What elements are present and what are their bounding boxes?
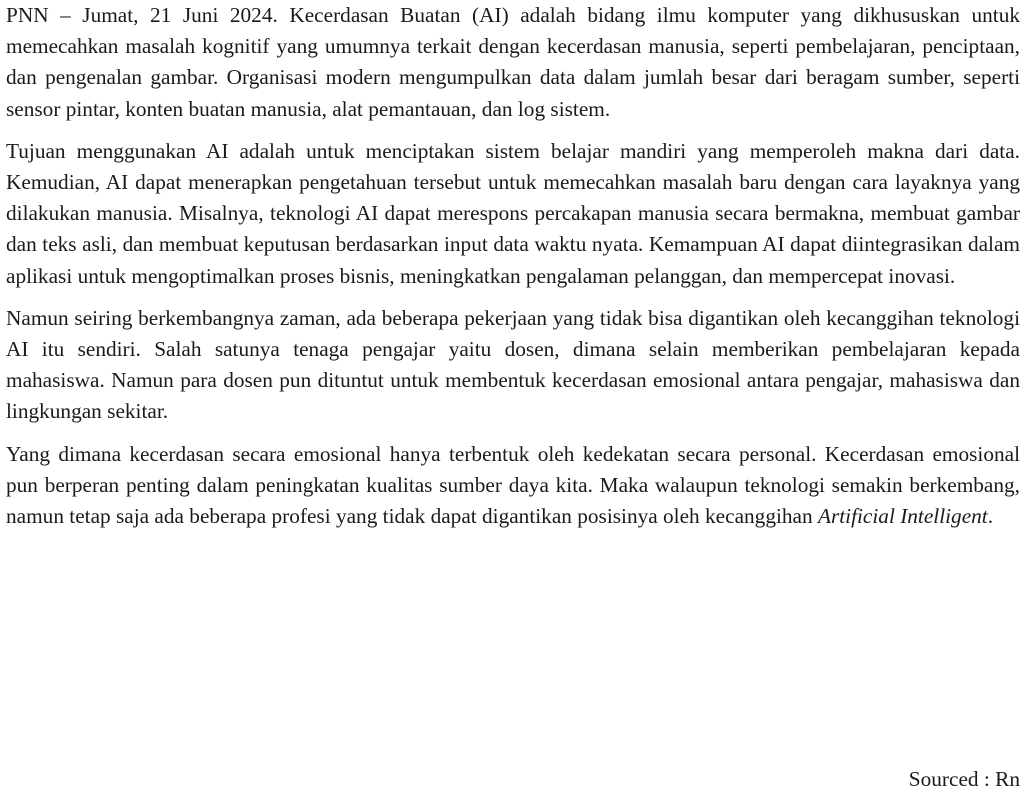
paragraph-end-punctuation: . bbox=[987, 504, 994, 529]
italic-term: Artificial Intelligent bbox=[817, 504, 988, 529]
paragraph-emotional-intelligence bbox=[6, 439, 1020, 533]
paragraph-intro: PNN – Jumat, 21 Juni 2024. Kecerdasan Buatan (AI) adalah bidang ilmu komputer yang dikhususkan untuk memecahkan masalah kognitif yang umumnya terkait dengan kecerdasan manusia, seperti pembelajaran, penciptaan, dan pengenalan gambar. Organisasi modern mengumpulkan data dalam jumlah besar dari beragam sumber, seperti sensor pintar, konten buatan manusia, alat pemantauan, dan log sistem. bbox=[6, 3, 1020, 121]
paragraph-text: Yang dimana kecerdasan secara emosional hanya terbentuk oleh kedekatan secara personal. Kecerdasan emosional pun berperan penting dalam peningkatan kualitas sumber daya kita. Maka walaupun teknologi semakin berkembang, namun tetap saja ada beberapa profesi yang tidak dapat digantikan posisinya oleh kecanggihan bbox=[6, 441, 1020, 529]
paragraph-ai-purpose: Tujuan menggunakan AI adalah untuk menciptakan sistem belajar mandiri yang memperoleh makna dari data. Kemudian, AI dapat menerapkan pengetahuan tersebut untuk memecahkan masalah baru dengan cara layaknya yang dilakukan manusia. Misalnya, teknologi AI dapat merespons percakapan manusia secara bermakna, membuat gambar dan teks asli, dan membuat keputusan berdasarkan input data waktu nyata. Kemampuan AI dapat diintegrasikan dalam aplikasi untuk mengoptimalkan proses bisnis, meningkatkan pengalaman pelanggan, dan mempercepat inovasi. bbox=[6, 138, 1020, 288]
source-credit: Sourced : Rn bbox=[908, 767, 1020, 791]
article-body bbox=[6, 0, 1020, 543]
paragraph-irreplaceable-jobs: Namun seiring berkembangnya zaman, ada beberapa pekerjaan yang tidak bisa digantikan oleh kecanggihan teknologi AI itu sendiri. Salah satunya tenaga pengajar yaitu dosen, dimana selain memberikan pembelajaran kepada mahasiswa. Namun para dosen pun dituntut untuk membentuk kecerdasan emosional antara pengajar, mahasiswa dan lingkungan sekitar. bbox=[6, 305, 1020, 424]
